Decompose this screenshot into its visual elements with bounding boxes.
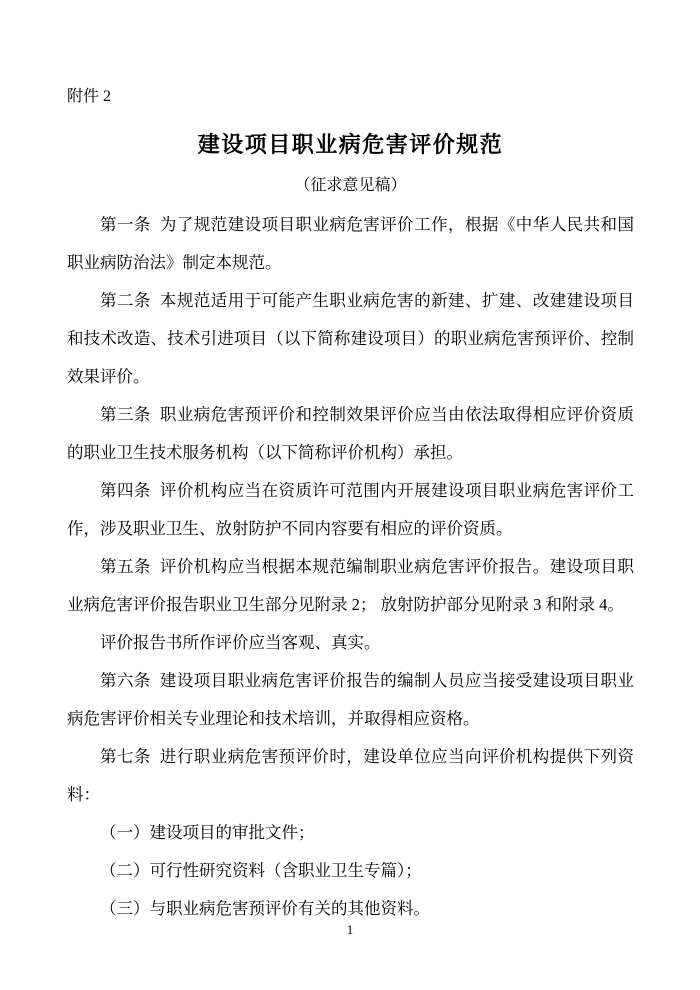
paragraph-text: 进行职业病危害预评价时，建设单位应当向评价机构提供下列资料： [67, 747, 635, 804]
paragraph-text: 评价机构应当根据本规范编制职业病危害评价报告。建设项目职业病危害评价报告职业卫生部分见附录 2； 放射防护部分见附录 3 和附录 4。 [67, 557, 635, 614]
paragraph [67, 624, 634, 662]
article-number-label: 第七条 [100, 747, 151, 766]
document-subtitle: （征求意见稿） [294, 177, 407, 194]
article-number-label: 第六条 [100, 671, 151, 690]
paragraph [67, 662, 634, 738]
paragraph-text: 评价机构应当在资质许可范围内开展建设项目职业病危害评价工作，涉及职业卫生、放射防护不同内容要有相应的评价资质。 [67, 481, 635, 538]
list-item-paragraph [67, 852, 634, 890]
list-item-paragraph [67, 814, 634, 852]
article-number-label: 第四条 [100, 481, 151, 500]
paragraph-text: 职业病危害预评价和控制效果评价应当由依法取得相应评价资质的职业卫生技术服务机构（以下简称评价机构）承担。 [67, 405, 635, 462]
paragraph-text: 本规范适用于可能产生职业病危害的新建、扩建、改建建设项目和技术改造、技术引进项目（以下简称建设项目）的职业病危害预评价、控制效果评价。 [67, 291, 635, 386]
paragraph [67, 396, 634, 472]
paragraph-text: （一）建设项目的审批文件； [100, 823, 315, 842]
article-number-label: 第一条 [100, 215, 151, 234]
paragraph-text: 评价报告书所作评价应当客观、真实。 [100, 633, 381, 652]
paragraph [67, 738, 634, 814]
paragraph [67, 548, 634, 624]
article-number-label: 第二条 [100, 291, 151, 310]
paragraph-text: （三）与职业病危害预评价有关的其他资料。 [100, 899, 430, 918]
paragraph-text: 建设项目职业病危害评价报告的编制人员应当接受建设项目职业病危害评价相关专业理论和技术培训，并取得相应资格。 [67, 671, 635, 728]
paragraph [67, 282, 634, 396]
attachment-label: 附件 2 [67, 88, 112, 105]
article-number-label: 第三条 [100, 405, 151, 424]
article-number-label: 第五条 [100, 557, 151, 576]
paragraph [67, 472, 634, 548]
document-body [67, 206, 634, 928]
paragraph-text: （二）可行性研究资料（含职业卫生专篇）； [100, 861, 422, 880]
paragraph [67, 206, 634, 282]
page-number: 1 [346, 922, 354, 937]
document-title: 建设项目职业病危害评价规范 [197, 132, 504, 157]
paragraph-text: 为了规范建设项目职业病危害评价工作，根据《中华人民共和国职业病防治法》制定本规范。 [67, 215, 635, 272]
